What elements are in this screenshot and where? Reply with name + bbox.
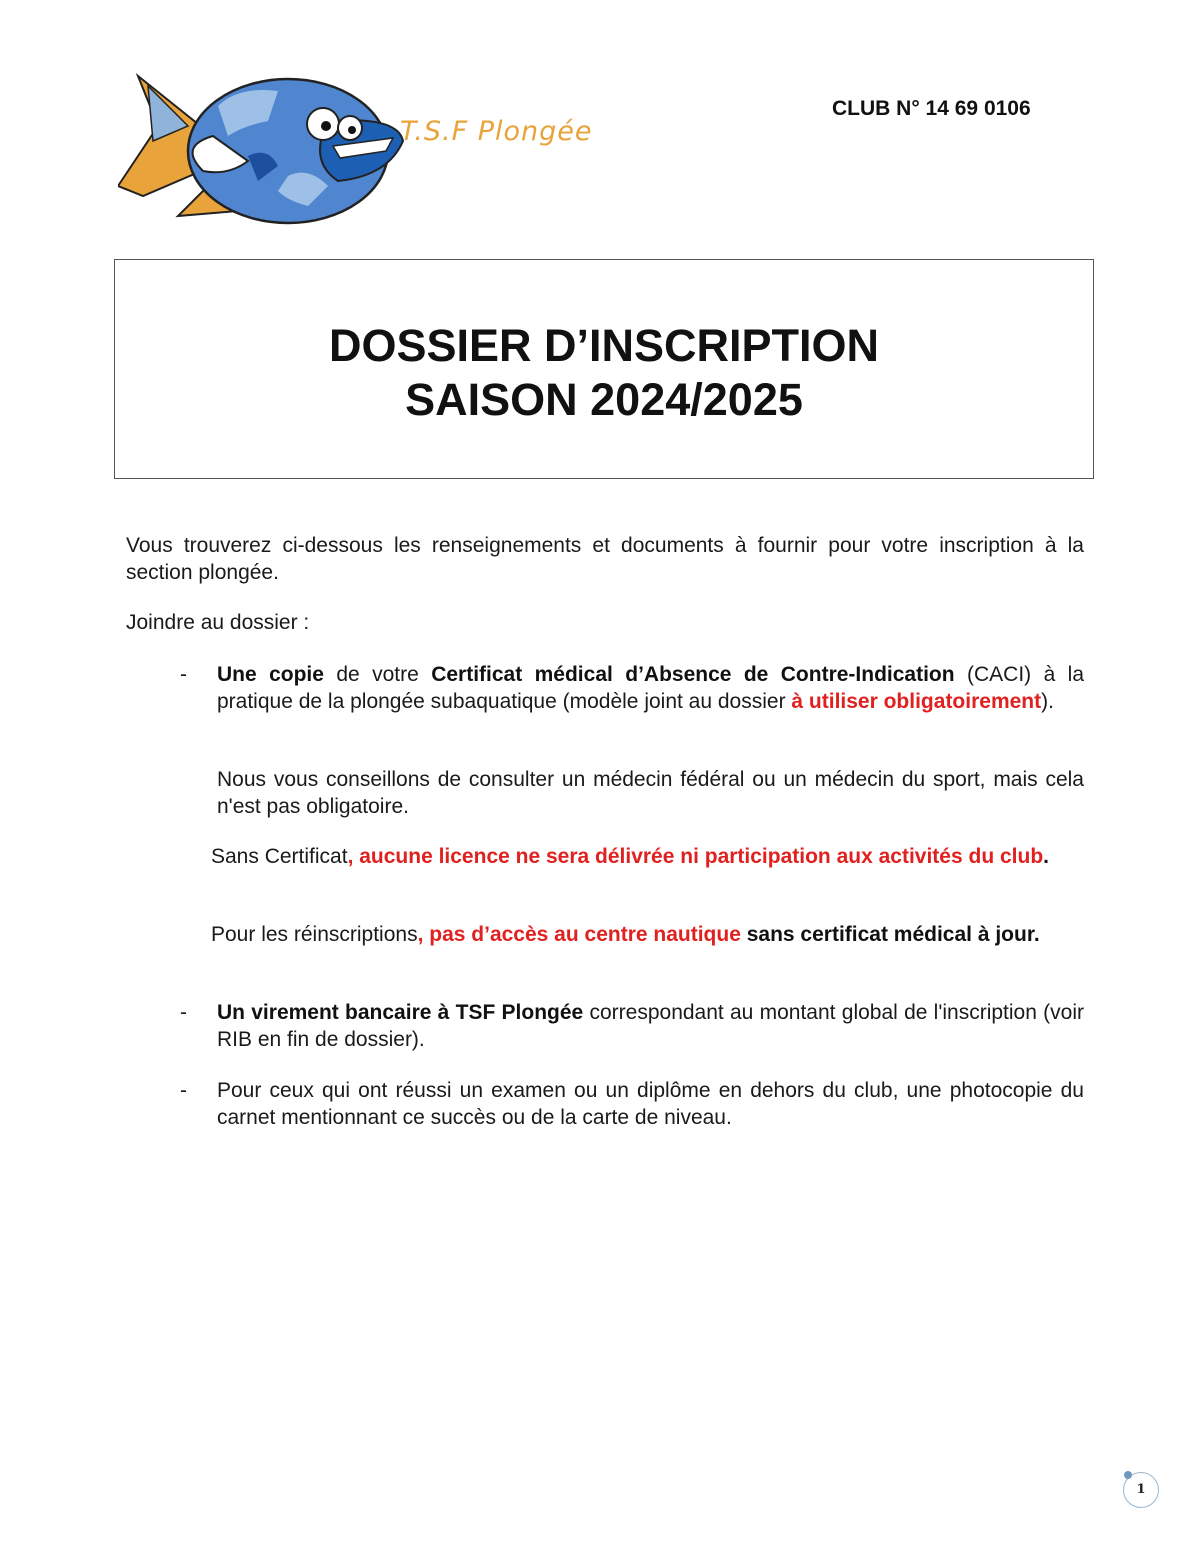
- club-number: CLUB N° 14 69 0106: [832, 97, 1031, 120]
- joindre-label: Joindre au dossier :: [126, 611, 310, 634]
- caci-text-3: ).: [1041, 690, 1054, 713]
- caci-item: [217, 661, 1084, 715]
- intro-paragraph: Vous trouverez ci-dessous les renseignements et documents à fournir pour votre inscription à la section plongée.: [126, 534, 1084, 584]
- title-line-1: DOSSIER D’INSCRIPTION: [328, 320, 880, 371]
- club-logo: [118, 66, 608, 246]
- logo-text: T.S.F Plongée: [400, 116, 593, 147]
- caci-text-2: (CACI) à la pratique de la plongée subaquatique (modèle joint au dossier: [217, 663, 1084, 713]
- caci-text-1: de votre: [323, 663, 432, 686]
- bullet-dash: -: [180, 1079, 187, 1102]
- page-number: 1: [1123, 1472, 1159, 1508]
- sans-certificat-text: Sans Certificat: [211, 845, 348, 868]
- virement-item: [217, 999, 1084, 1053]
- reinscription-bold: sans certificat médical à jour.: [740, 923, 1040, 946]
- title-line-2: SAISON 2024/2025: [405, 374, 803, 425]
- reinscription-paragraph: [211, 921, 1084, 948]
- sans-certificat-period: .: [1043, 845, 1049, 868]
- caci-copy-label: Une copie: [217, 663, 324, 686]
- bullet-dash: -: [180, 663, 187, 686]
- bullet-dash: -: [180, 1001, 187, 1024]
- conseil-paragraph: Nous vous conseillons de consulter un médecin fédéral ou un médecin du sport, mais cela n'est pas obligatoire.: [217, 768, 1084, 818]
- caci-certificate-label: Certificat médical d’Absence de Contre-Indication: [431, 663, 955, 686]
- reinscription-warning: , pas d’accès au centre nautique: [417, 923, 741, 946]
- fish-logo-icon: [118, 66, 608, 246]
- sans-certificat-paragraph: [211, 843, 1084, 870]
- page-marker-dot: [1124, 1471, 1132, 1479]
- diplome-item: Pour ceux qui ont réussi un examen ou un diplôme en dehors du club, une photocopie du carnet mentionnant ce succès ou de la carte de niveau.: [217, 1079, 1084, 1129]
- caci-mandatory-warning: à utiliser obligatoirement: [791, 690, 1042, 713]
- virement-bold: Un virement bancaire à TSF Plongée: [217, 1001, 584, 1024]
- virement-text: correspondant au montant global de l'inscription (voir RIB en fin de dossier).: [217, 1001, 1084, 1051]
- title-box: [114, 259, 1094, 479]
- reinscription-text: Pour les réinscriptions: [211, 923, 418, 946]
- sans-certificat-warning: , aucune licence ne sera délivrée ni participation aux activités du club: [347, 845, 1044, 868]
